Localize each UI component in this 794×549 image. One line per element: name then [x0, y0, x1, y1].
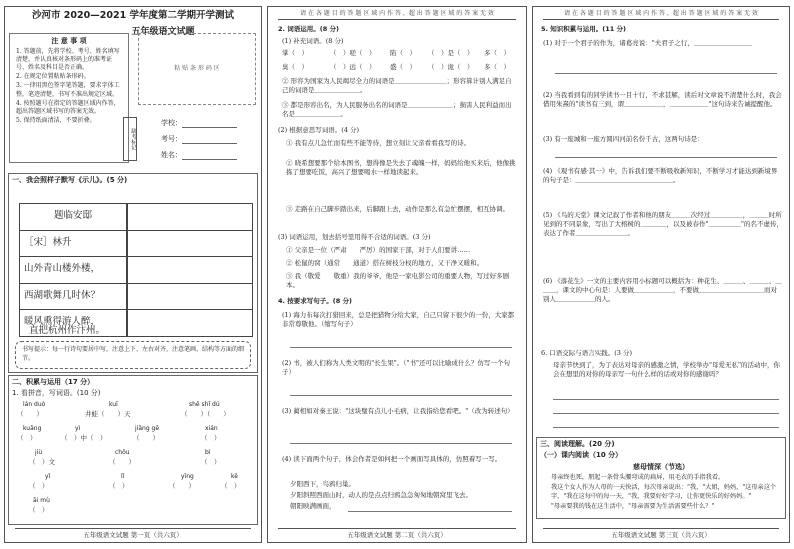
pinyin: chǒu — [115, 449, 130, 456]
exam-subtitle: 五年级语文试题 — [131, 27, 195, 37]
exam-page-3 — [532, 6, 790, 543]
poem-line: 题临安邸 — [20, 204, 126, 231]
answer-line[interactable] — [555, 73, 777, 74]
q2-title: 2. 词语运用。(8 分) — [278, 25, 339, 33]
q3-item: ② 松鼠的窝（通常 通道）搭在树枝分杈的地方，又干净又暖和。 — [286, 259, 484, 267]
pinyin: yì — [75, 425, 81, 432]
pinyin: kuāng — [23, 425, 42, 432]
page-footer: 五年级语文试题 第二页（共六页） — [347, 530, 447, 539]
pinyin: yīng — [181, 473, 194, 480]
answer-blank[interactable]: （ ） — [221, 482, 241, 490]
answer-blank[interactable]: （ ）中（ ） — [61, 434, 107, 442]
q4-item: (1) 海力布每次打猎回来，总是把猎物分给大家，自己只留下很少的一份，大家都非常尊敬他。（缩写句子） — [282, 311, 515, 328]
answer-blank[interactable]: （ ） — [133, 434, 159, 442]
pinyin: āi mù — [33, 497, 50, 504]
exam-page-1 — [4, 6, 262, 543]
poem-line: 山外青山楼外楼， — [20, 257, 126, 284]
notice-item: 4. 按照题号在指定的答题区域内作答，超出答题区域书写的答案无效。 — [16, 99, 120, 115]
barcode-sticker-area: 粘 贴 条 形 码 区 — [138, 33, 256, 105]
pinyin: bì — [205, 449, 211, 456]
pinyin: lǐ — [121, 473, 125, 480]
answer-blank[interactable]: （ ） — [109, 458, 135, 466]
fill-item[interactable]: 盛（ ） — [390, 63, 416, 71]
q3-title: (3) 词语运用，划去括号里用得不合适的词语。(3 分) — [278, 233, 431, 241]
article-paragraph: 母亲终也死，朋起一条骨头腰弯成的扁屏，用毛衣的手指我看。 — [551, 474, 725, 482]
school-field[interactable]: 学校： — [161, 119, 237, 128]
q3-item: ③ 我（敬爱 敬重）我的爷爷，他是一家电影公司的重要人物，写过好多剧本。 — [286, 272, 510, 289]
section-2-title: 二、积累与运用（17 分） — [12, 378, 95, 386]
notice-item: 2. 在规定位置粘贴条形码。 — [16, 73, 90, 81]
q4-item: (3) 蔺相如对秦王说："这块璧有点儿小毛病，让我指给您看吧。"（改为转述句） — [282, 407, 514, 415]
article-title: 慈母情深（节选） — [633, 463, 689, 472]
answer-line[interactable] — [553, 399, 779, 400]
fill-item[interactable]: 多（ ） — [484, 49, 510, 57]
reading-sub-title: （一）课内阅读（10 分） — [540, 451, 623, 460]
q2-sentence: ③ 走路在自己脚步踏出来，后脚跟上去，动作是那么有急忙摆摆，相互协调。 — [286, 205, 510, 213]
answer-blank[interactable]: （ ） — [169, 482, 195, 490]
article-paragraph: 我这个女人作为人母的一天快活，每次母亲说出："我，"大姐，妈妈，"这母亲这个字，"我在这每中的每一天，"我，我要好好学习，让你更快乐的好妈妈。" — [551, 484, 777, 501]
notice-item: 3. 一律用黑色签字笔答题，要求字体工整，笔迹清楚，书写不准出规定区域。 — [16, 82, 120, 98]
q2-sentence: ① 我有点儿急忙而有些不能等待，想立刻让父亲看看我写的诗。 — [286, 139, 471, 147]
fill-item[interactable]: 臭（ ） — [282, 63, 308, 71]
q5-item: (1) 对于一个君子的作为，诸葛亮说："夫君子之行，＿＿＿＿＿＿＿＿＿ — [543, 39, 753, 47]
answer-blank[interactable]: （ ） — [201, 458, 221, 466]
answer-blank[interactable]: （ ）（ ） — [181, 410, 230, 418]
absent-mark-box[interactable]: 缺考标记 — [123, 117, 137, 161]
answer-blank[interactable]: （ ） — [29, 482, 49, 490]
answer-blank[interactable]: （ ）文 — [29, 458, 55, 466]
fill-item[interactable]: （ ）是（ ） — [428, 49, 474, 57]
poem-line: 直把杭州作汴州。 — [29, 325, 106, 336]
q2-sentence: ② 晓希想要那个给本图书，想得像是失去了魂魄一样，妈妈给他买来后，他像挑拣了想要吃饭，高兴了想要喝水一样地读起来。 — [286, 159, 516, 176]
poem-line: 暖风熏得游人醉， — [24, 316, 101, 328]
q2-q: (2) 根据意思写词语。(4 分) — [278, 126, 360, 134]
page-footer: 五年级语文试题 第三页（共六页） — [611, 530, 711, 539]
pinyin: yǐ — [45, 473, 51, 480]
q5-item: (5) 《鸟的天堂》课文记叙了作者和他的朋友＿＿＿次经过＿＿＿＿＿，＿＿＿时所见到的不同景象，写出了大榕树的＿＿＿＿，以及被春作"＿＿＿＿＿"的名不虚传，表达了作者＿＿＿＿＿＿＿＿。 — [543, 211, 783, 237]
poem-line: ［宋］林升 — [20, 231, 126, 258]
q5-item: (3) 有一座城和一座方圆四河前名份千古，这两句诗是： — [543, 135, 704, 143]
q5-item: (6) 《落花生》一文的主要内容用小标题可以概括为：种花生、＿＿＿、＿＿＿、＿＿＿，课文的中心句是：人要做＿＿＿＿＿＿，不要做＿＿＿＿＿＿＿＿＿＿而对别人＿＿＿＿＿＿的人。 — [543, 277, 782, 303]
name-field[interactable]: 姓名： — [161, 151, 237, 160]
notice-item: 1. 答题前，先将学校、考号、姓名填写清楚，并认真核对条形码上的准考证号、姓名及科目是否正确。 — [16, 48, 120, 72]
answer-line[interactable] — [290, 443, 512, 444]
answer-blank[interactable]: （ ） — [109, 482, 129, 490]
fill-item[interactable]: 陷（ ） — [390, 49, 416, 57]
answer-line[interactable] — [555, 157, 777, 158]
q1-title: 1. 看拼音，写词语。(10 分) — [12, 389, 101, 398]
page-header-notice: 请 在 各 题 目 的 答 题 区 域 内 作 答 ，超 出 答 题 区 域 的 答 案 无 效 — [300, 10, 494, 17]
q2-3: ③ 都是形容出名，为人民服务出名的词语是＿＿＿＿＿＿＿；损害人民利益而出名是＿＿＿＿＿＿＿。 — [282, 101, 512, 118]
notice-title: 注 意 事 项 — [51, 37, 87, 45]
answer-blank[interactable]: （ ） — [29, 506, 49, 514]
fill-item[interactable]: 多（ ） — [484, 63, 510, 71]
q4-item: (4) 读下面两个句子，体会作者是如何把一个画面写具体的，仿照着写一写。 — [282, 455, 502, 463]
page-footer: 五年级语文试题 第一页（共六页） — [83, 530, 183, 539]
answer-blank[interactable]: （ ） — [17, 434, 37, 442]
notice-item: 5. 保持纸面清洁，不要折叠。 — [16, 116, 96, 124]
pinyin: jiù — [35, 449, 43, 456]
q5-item: (4) 《观书有感·其一》中，告诉我们要不断吸收新知识，不断学习才能达到新境界的句子是：＿＿＿＿＿＿＿＿＿＿＿＿＿＿＿。 — [543, 167, 778, 184]
answer-line[interactable] — [290, 395, 512, 396]
copy-writing-grid[interactable] — [127, 203, 253, 337]
q4-example: 朝阳映满画面， — [290, 502, 336, 510]
writing-tip: 书写提示：每一行诗句要居中写，注意上下、左右对齐，注意笔画、结构等方面的细节。 — [15, 341, 251, 369]
pinyin: shě shī dú — [189, 401, 220, 408]
article-paragraph: "母亲要我的钱在这生活中，"母亲需要为生活需要些什么？" — [551, 503, 715, 511]
pinyin: lán duò — [23, 401, 46, 408]
answer-line[interactable] — [553, 413, 779, 414]
section-3-box — [536, 437, 786, 519]
q6-text: 母亲节快到了，为了表达对母亲的感激之情，学校举办"母爱无私"的活动中，你会在想里的对你的母亲写一句什么样的话或对你的感谢吗？ — [553, 361, 780, 378]
fill-item[interactable]: （ ）诡（ ） — [428, 63, 474, 71]
pinyin: kuī — [109, 401, 118, 408]
q4-example: 夕阳西下，鸟鸦归巢。 — [290, 480, 355, 488]
q6-title: 6. 口语交际与语言实践。(3 分) — [541, 349, 633, 357]
q2-1: (1) 补充词语。(8 分) — [282, 37, 344, 45]
page-header-notice: 请 在 各 题 目 的 答 题 区 域 内 作 答 ，超 出 答 题 区 域 的 答 案 无 效 — [564, 10, 758, 17]
q4-title: 4. 按要求写句子。(8 分) — [278, 297, 352, 305]
answer-line[interactable] — [290, 347, 512, 348]
answer-line[interactable] — [348, 511, 512, 512]
section-3-title: 三、阅读理解。(20 分) — [540, 440, 615, 448]
q5-item: (2) 当我看到有的同学读书一目十行，不求甚解，读后对文章说不清楚什么时，我会借用朱熹的"读书有三到，谓＿＿＿＿＿＿，＿＿＿＿＿＿"这句诗来告诫提醒他。 — [543, 91, 782, 108]
section-1-title: 一、我会照样子默写《示儿》。(5 分) — [12, 176, 128, 184]
q2-2: ② 形容为国家为人民竭尽全力的词语是＿＿＿＿＿＿＿＿；形容算计别人满足自己的词语是＿＿＿＿＿＿＿。 — [282, 77, 512, 94]
answer-blank[interactable]: 井蛙（ ）天 — [85, 410, 131, 418]
poem-line: 西湖歌舞几时休？ — [20, 284, 126, 311]
pinyin: kě — [231, 473, 238, 480]
answer-blank[interactable]: （ ） — [201, 434, 221, 442]
q4-example: 夕阳斜照西面山时，动人的是点点归鸦急急匆匆地朝窝里飞去。 — [290, 491, 472, 499]
notice-box — [9, 33, 129, 163]
q3-item: ① 父亲是一位（严肃 严厉）的国家干部，对于人们要讲…… — [286, 246, 471, 254]
q4-item: (2) 书，被人们称为人类文明的"长生果"。（"书"还可以比喻成什么？仿写一个句子） — [282, 359, 510, 376]
fill-item[interactable]: （ ）远（ ） — [330, 63, 376, 71]
fill-item[interactable]: （ ）嗟（ ） — [330, 49, 376, 57]
exam-id-field[interactable]: 考号： — [161, 135, 237, 144]
pinyin: xián — [205, 425, 218, 432]
fill-item[interactable]: 掌（ ） — [282, 49, 308, 57]
exam-title: 沙河市 2020—2021 学年度第二学期开学测试 — [32, 10, 234, 21]
answer-line[interactable] — [553, 427, 779, 428]
answer-blank[interactable]: （ ） — [17, 410, 43, 418]
pinyin: jiǎng gē — [135, 425, 160, 432]
calligraphy-sample — [19, 203, 127, 337]
exam-page-2 — [267, 6, 527, 543]
q5-title: 5. 知识积累与运用。(11 分) — [541, 25, 627, 33]
